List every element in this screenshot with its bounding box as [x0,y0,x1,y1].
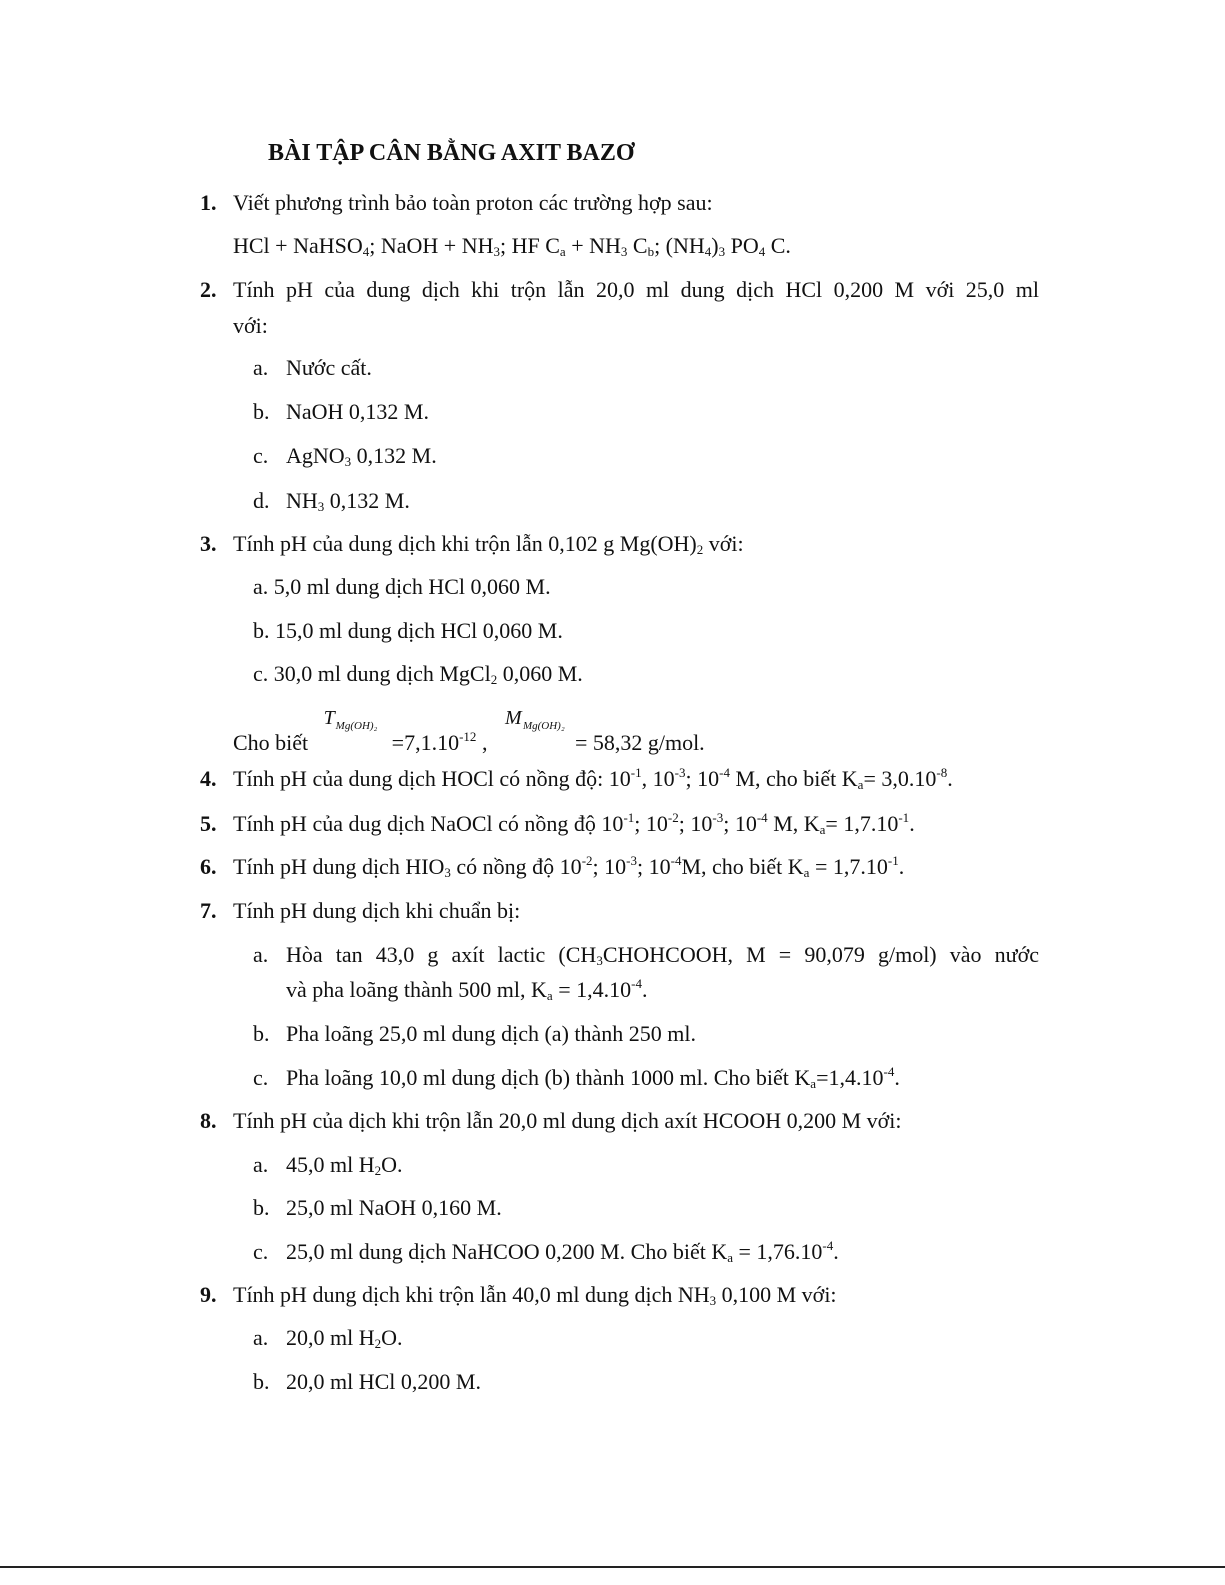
q2-d-text: $NH_3$ 0,132 M. [286,488,410,514]
question-9-text: Tính pH dung dịch khi trộn lẫn 40,0 ml dung dịch $NH_3$ 0,100 M với: [233,1282,837,1308]
question-number-3: 3. [200,531,217,556]
solubility-product-symbol: T Mg(OH)₂ [323,707,378,732]
q7-c-text: Pha loãng 10,0 ml dung dịch (b) thành 1000 ml. Cho biết $K_a=1,4.10^{-4}$. [286,1064,900,1091]
question-number-4: 4. [200,766,217,791]
question-1-text: Viết phương trình bảo toàn proton các trường hợp sau: [233,190,713,215]
question-2-line2: với: [233,313,268,338]
question-4-text: Tính pH của dung dịch HOCl có nồng độ: $10^{-1}$, $10^{-3}$; $10^{-4}$ M, cho biết $K_a= 3,0.10^{-8}$. [233,765,953,792]
q7-c-label: c. [253,1065,269,1090]
q8-a-label: a. [253,1152,269,1177]
q7-a-line2: và pha loãng thành 500 ml, $K_a = 1,4.10^{-4}$. [286,976,648,1003]
q2-d-label: d. [253,488,270,513]
question-number-8: 8. [200,1108,217,1133]
question-number-6: 6. [200,854,217,879]
q7-b-label: b. [253,1021,270,1046]
q9-b-text: 20,0 ml HCl 0,200 M. [286,1369,481,1394]
question-number-2: 2. [200,277,217,302]
question-5-text: Tính pH của dug dịch NaOCl có nồng độ $10^{-1}$; $10^{-2}$; $10^{-3}$; $10^{-4}$ M, $K_a= 1,7.10^{-1}$. [233,810,915,837]
q3-given-line: Cho biết T Mg(OH)₂ $=7,1.10^{-12}$ , M Mg(OH)₂ = 58,32 g/mol. [233,707,705,755]
question-3-text: Tính pH của dung dịch khi trộn lẫn 0,102 g $Mg(OH)_2$ với: [233,531,744,557]
q8-b-label: b. [253,1195,270,1220]
q8-c-label: c. [253,1239,269,1264]
question-8-text: Tính pH của dịch khi trộn lẫn 20,0 ml dung dịch axít HCOOH 0,200 M với: [233,1108,902,1133]
q7-a-line1: Hòa tan 43,0 g axít lactic ($CH_3CHOHCOOH$, M = 90,079 g/mol) vào nước [286,942,1039,968]
q8-b-text: 25,0 ml NaOH 0,160 M. [286,1195,502,1220]
question-1-formulas: HCl + NaHSO$_4$; NaOH + $NH_3$; HF $C_a + NH_3$ $C_b$; $(NH_4)_3$ $PO_4$ C. [233,233,791,259]
q7-b-text: Pha loãng 25,0 ml dung dịch (a) thành 250 ml. [286,1021,696,1046]
q2-b-text: NaOH 0,132 M. [286,399,429,424]
question-number-9: 9. [200,1282,217,1307]
page-bottom-rule [0,1566,1225,1568]
question-number-5: 5. [200,811,217,836]
molar-mass-symbol: M Mg(OH)₂ [504,707,565,732]
q2-c-text: AgNO$_3$ 0,132 M. [286,443,437,469]
q3-a-text: a. 5,0 ml dung dịch HCl 0,060 M. [253,574,551,599]
q2-b-label: b. [253,399,270,424]
question-number-7: 7. [200,898,217,923]
q2-c-label: c. [253,443,269,468]
question-2-line1: Tính pH của dung dịch khi trộn lẫn 20,0 ml dung dịch HCl 0,200 M với 25,0 ml [233,277,1039,302]
q9-a-label: a. [253,1325,269,1350]
question-7-text: Tính pH dung dịch khi chuẩn bị: [233,898,521,923]
q2-a-text: Nước cất. [286,355,372,380]
q7-a-label: a. [253,942,269,967]
q9-a-text: 20,0 ml $H_2O$. [286,1325,403,1351]
page-title: BÀI TẬP CÂN BẰNG AXIT BAZƠ [268,140,635,166]
q8-c-text: 25,0 ml dung dịch NaHCOO 0,200 M. Cho biết $K_a = 1,76.10^{-4}$. [286,1238,839,1265]
question-number-1: 1. [200,190,217,215]
question-6-text: Tính pH dung dịch $HIO_3$ có nồng độ $10^{-2}$; $10^{-3}$; $10^{-4}M$, cho biết $K_a = 1,7.10^{-1}$. [233,853,905,880]
q2-a-label: a. [253,355,269,380]
q3-b-text: b. 15,0 ml dung dịch HCl 0,060 M. [253,618,563,643]
q9-b-label: b. [253,1369,270,1394]
q8-a-text: 45,0 ml $H_2O$. [286,1152,403,1178]
q3-c-text: c. 30,0 ml dung dịch MgCl$_2$ 0,060 M. [253,661,583,687]
